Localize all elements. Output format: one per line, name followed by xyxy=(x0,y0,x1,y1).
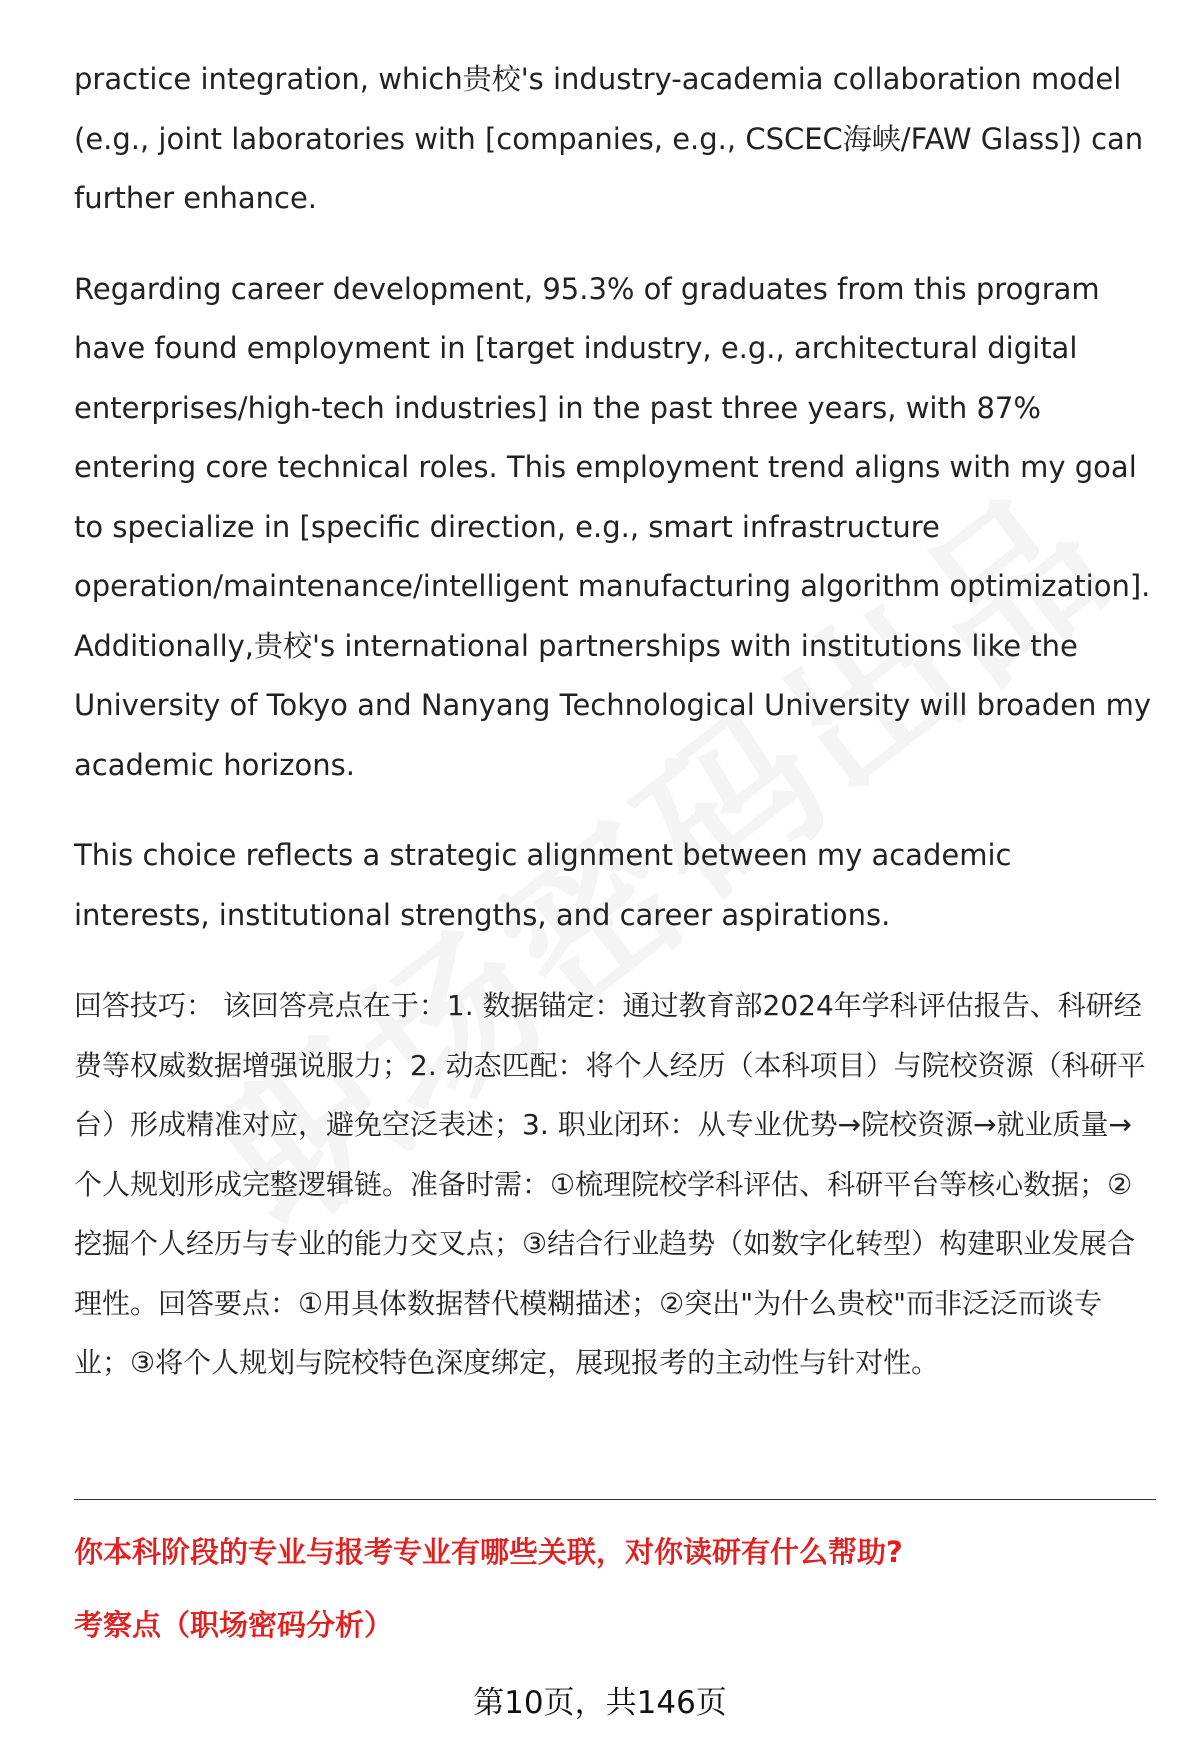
paragraph-career-development: Regarding career development, 95.3% of graduates from this program have found employment in [target industry, e.g., architectural digital enterprises/high-tech industries] in the past three years, with 87% entering core technical roles. This employment trend aligns with my goal to specialize in [specific direction, e.g., smart infrastructure operation/maintenance/intelligent manufacturing algorithm optimization]. Additionally,贵校's international partnerships with institutions like the University of Tokyo and Nanyang Technological University will broaden my academic horizons. xyxy=(74,271,1152,782)
document-body xyxy=(74,50,1156,1424)
section-divider xyxy=(74,1499,1156,1500)
paragraph-practice-integration: practice integration, which贵校's industry-academia collaboration model (e.g., joint laboratories with [companies, e.g., CSCEC海峡/FAW Glass]) can further enhance. xyxy=(74,62,1144,215)
page-footer: 第10页，共146页 xyxy=(473,1685,727,1721)
assessment-point-heading: 考察点（职场密码分析） xyxy=(74,1608,394,1642)
answer-tips: 回答技巧： 该回答亮点在于：1. 数据锚定：通过教育部2024年学科评估报告、科研经费等权威数据增强说服力；2. 动态匹配：将个人经历（本科项目）与院校资源（科研平台）形成精准对应，避免空泛表述；3. 职业闭环：从专业优势→院校资源→就业质量→个人规划形成完整逻辑链。准备时需：①梳理院校学科评估、科研平台等核心数据；②挖掘个人经历与专业的能力交叉点；③结合行业趋势（如数字化转型）构建职业发展合理性。回答要点：①用具体数据替代模糊描述；②突出"为什么贵校"而非泛泛而谈专业；③将个人规划与院校特色深度绑定，展现报考的主动性与针对性。 xyxy=(74,989,1146,1379)
interview-question: 你本科阶段的专业与报考专业有哪些关联，对你读研有什么帮助? xyxy=(74,1535,903,1569)
paragraph-strategic-alignment: This choice reflects a strategic alignment between my academic interests, institutional strengths, and career aspirations. xyxy=(74,838,1012,932)
